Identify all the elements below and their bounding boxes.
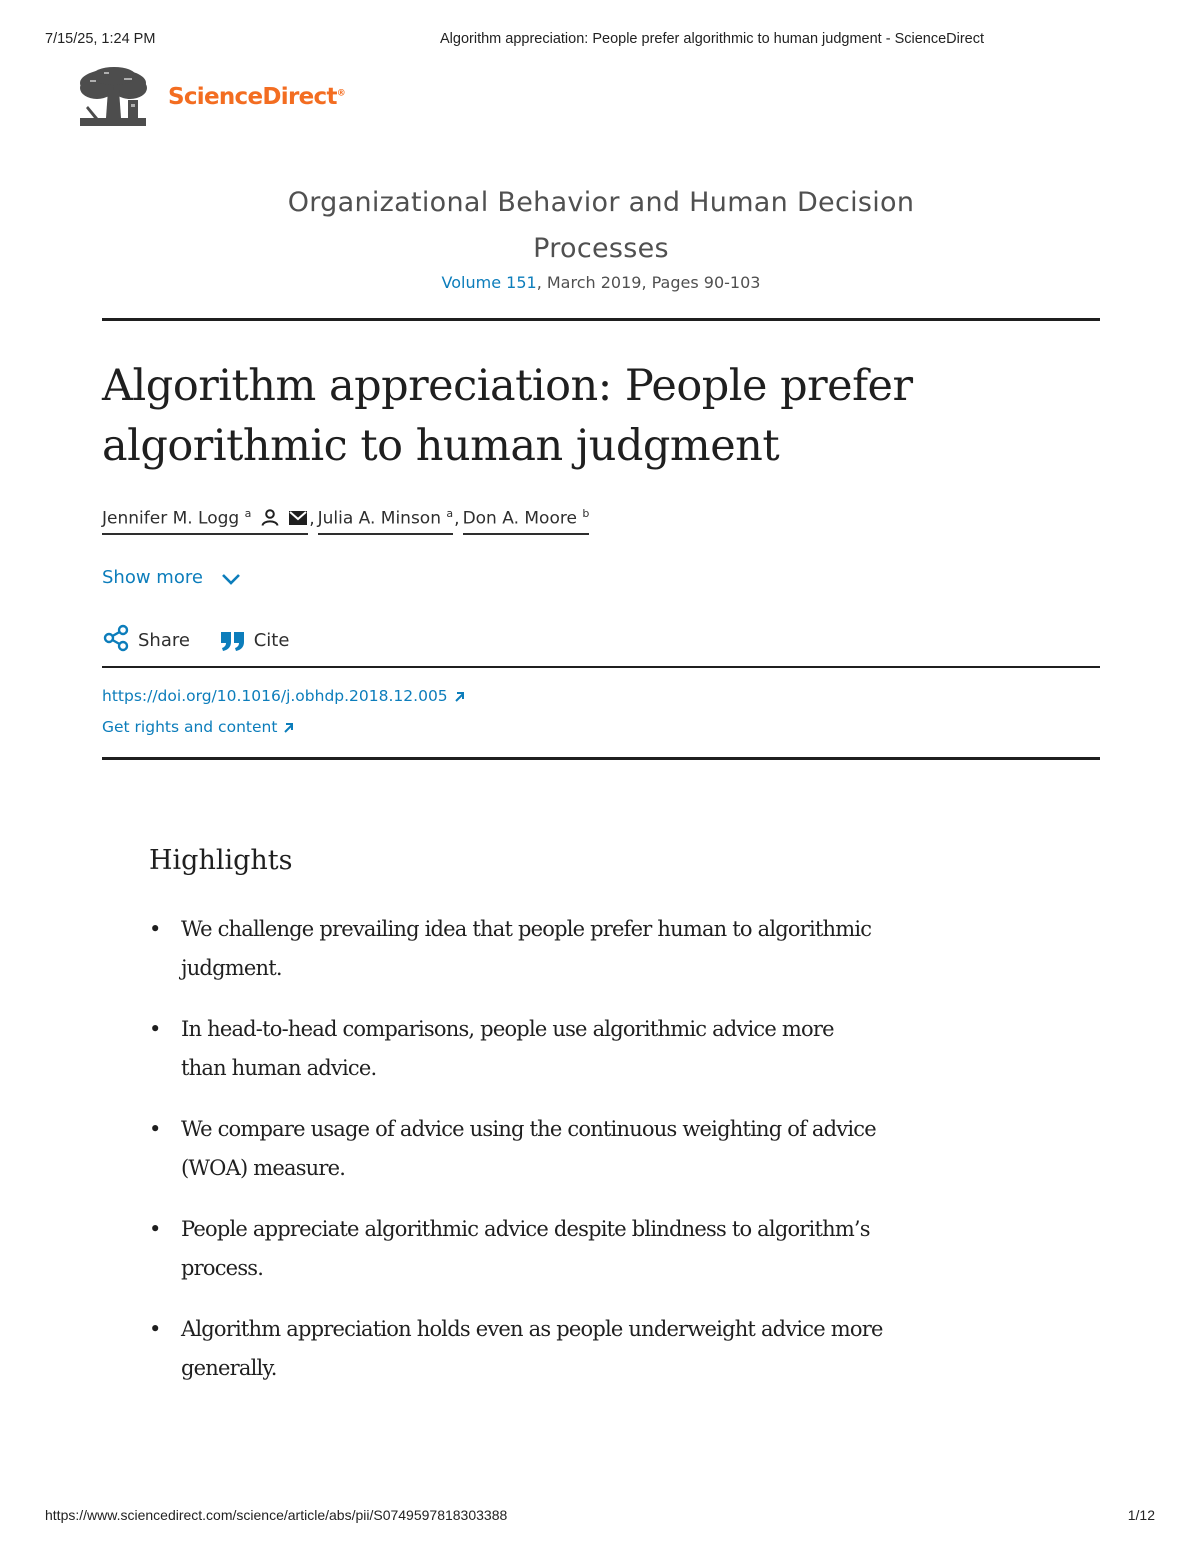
print-header: [45, 31, 1155, 49]
elsevier-tree-icon[interactable]: [78, 66, 148, 128]
share-icon: [102, 624, 130, 652]
highlights-list: [149, 910, 969, 1410]
journal-name[interactable]: [102, 180, 1100, 272]
divider: [102, 318, 1100, 321]
issue-details: , March 2019, Pages 90-103: [536, 273, 761, 292]
divider: [102, 666, 1100, 668]
author-link[interactable]: [463, 507, 590, 535]
author-affiliation: a: [244, 507, 252, 520]
sciencedirect-logo[interactable]: [168, 84, 345, 110]
article-title-line2: algorithmic to human judgment: [102, 421, 780, 471]
chevron-down-icon: [221, 573, 241, 586]
page-number: 1/12: [1127, 1507, 1155, 1523]
article-title-line1: Algorithm appreciation: People prefer: [102, 361, 913, 411]
doi-text: https://doi.org/10.1016/j.obhdp.2018.12.005: [102, 687, 448, 705]
print-document-title: Algorithm appreciation: People prefer algorithmic to human judgment - ScienceDirect: [440, 31, 985, 47]
brand-name: ScienceDirect: [168, 84, 337, 110]
author-name: Don A. Moore: [462, 508, 577, 529]
external-link-icon: [454, 691, 465, 702]
issue-info: [102, 273, 1100, 292]
author-list: Jennifer M. Logg $^a$ , Julia A. Minson $^a$, Don A. Moore $^b$: [102, 507, 589, 539]
person-icon: [261, 509, 279, 526]
list-item: • In head-to-head comparisons, people use algorithmic advice more than human advice.: [149, 1017, 834, 1080]
cite-button[interactable]: [220, 630, 290, 652]
cite-label: Cite: [253, 630, 290, 651]
external-link-icon: [283, 722, 294, 733]
article-actions: [102, 624, 289, 654]
show-more-button[interactable]: [102, 567, 241, 588]
print-footer: [45, 1507, 1155, 1525]
volume-link[interactable]: Volume 151: [441, 273, 537, 292]
quote-icon: [220, 630, 246, 652]
list-item: • We challenge prevailing idea that people prefer human to algorithmic judgment.: [149, 917, 872, 980]
print-url: https://www.sciencedirect.com/science/article/abs/pii/S0749597818303388: [45, 1507, 508, 1523]
author-name: Julia A. Minson: [317, 508, 441, 529]
article-title: [102, 356, 1062, 476]
get-rights-text: Get rights and content: [102, 718, 278, 736]
mail-icon: [288, 510, 308, 526]
author-affiliation: b: [582, 507, 590, 520]
author-affiliation: a: [446, 507, 454, 520]
journal-name-line1: Organizational Behavior and Human Decision: [287, 187, 915, 218]
get-rights-link[interactable]: [102, 718, 294, 736]
author-link[interactable]: [318, 507, 454, 535]
show-more-label: Show more: [102, 567, 203, 588]
list-item: • We compare usage of advice using the continuous weighting of advice (WOA) measure.: [149, 1117, 876, 1180]
author-link[interactable]: [102, 507, 308, 535]
divider: [102, 757, 1100, 760]
share-label: Share: [138, 630, 190, 651]
journal-name-line2: Processes: [533, 233, 669, 264]
list-item: • Algorithm appreciation holds even as people underweight advice more generally.: [149, 1317, 883, 1380]
author-name: Jennifer M. Logg: [102, 508, 240, 529]
share-button[interactable]: [102, 624, 190, 652]
doi-link[interactable]: [102, 687, 465, 705]
list-item: • People appreciate algorithmic advice despite blindness to algorithm’s process.: [149, 1217, 870, 1280]
brand-registered-mark: ®: [336, 88, 346, 99]
print-datetime: 7/15/25, 1:24 PM: [45, 31, 156, 47]
highlights-heading: Highlights: [149, 845, 293, 876]
